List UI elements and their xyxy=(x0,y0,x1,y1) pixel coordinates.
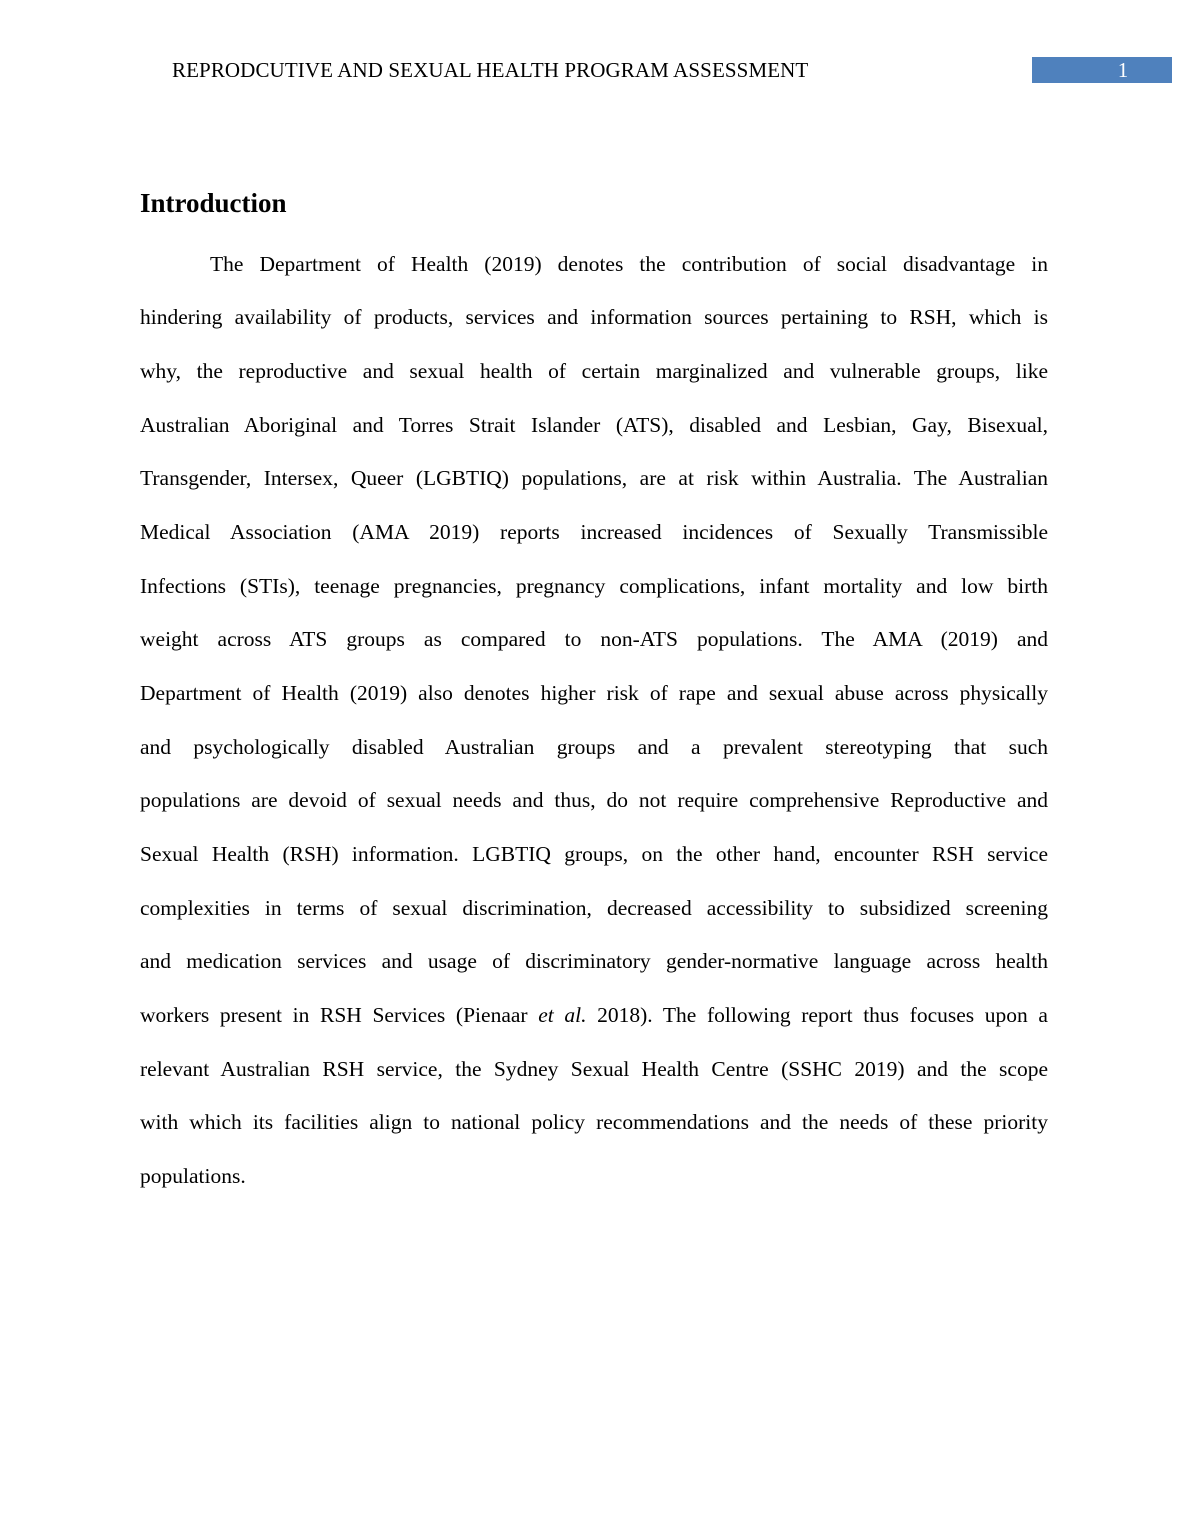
citation-text-after: 2018). The following report thus focuses upon a xyxy=(586,1003,1048,1027)
paragraph-line: Australian Aboriginal and Torres Strait Islander (ATS), disabled and Lesbian, Gay, Bisexual, xyxy=(140,413,1048,437)
running-header-title: REPRODCUTIVE AND SEXUAL HEALTH PROGRAM ASSESSMENT xyxy=(172,58,809,82)
paragraph-line: with which its facilities align to national policy recommendations and the needs of these priority xyxy=(140,1110,1048,1134)
paragraph-line: weight across ATS groups as compared to non-ATS populations. The AMA (2019) and xyxy=(140,627,1048,651)
paragraph-line: hindering availability of products, services and information sources pertaining to RSH, which is xyxy=(140,305,1048,329)
citation-text-before: workers present in RSH Services (Pienaar xyxy=(140,1003,539,1027)
section-heading: Introduction xyxy=(140,188,287,218)
paragraph-line: populations are devoid of sexual needs and thus, do not require comprehensive Reproductive and xyxy=(140,788,1048,812)
paragraph-line: complexities in terms of sexual discrimination, decreased accessibility to subsidized screening xyxy=(140,896,1048,920)
paragraph-line: The Department of Health (2019) denotes the contribution of social disadvantage in xyxy=(210,252,1048,276)
paragraph-line: Infections (STIs), teenage pregnancies, pregnancy complications, infant mortality and low birth xyxy=(140,574,1048,598)
page-number-box xyxy=(1032,57,1172,83)
paragraph-line: why, the reproductive and sexual health of certain marginalized and vulnerable groups, like xyxy=(140,359,1048,383)
paragraph-line: Department of Health (2019) also denotes higher risk of rape and sexual abuse across physically xyxy=(140,681,1048,705)
page-number: 1 xyxy=(1117,58,1129,82)
paragraph-line-last: populations. xyxy=(140,1164,246,1188)
paragraph-line: Medical Association (AMA 2019) reports increased incidences of Sexually Transmissible xyxy=(140,520,1048,544)
paragraph-line: relevant Australian RSH service, the Sydney Sexual Health Centre (SSHC 2019) and the scope xyxy=(140,1057,1048,1081)
citation-et-al: et al. xyxy=(538,1003,587,1027)
paragraph-line: Transgender, Intersex, Queer (LGBTIQ) populations, are at risk within Australia. The Australian xyxy=(140,466,1048,490)
paragraph-line-citation xyxy=(140,1000,1048,1030)
paragraph-line: Sexual Health (RSH) information. LGBTIQ groups, on the other hand, encounter RSH service xyxy=(140,842,1048,866)
paragraph-line: and medication services and usage of discriminatory gender-normative language across health xyxy=(140,949,1048,973)
paragraph-line: and psychologically disabled Australian groups and a prevalent stereotyping that such xyxy=(140,735,1048,759)
